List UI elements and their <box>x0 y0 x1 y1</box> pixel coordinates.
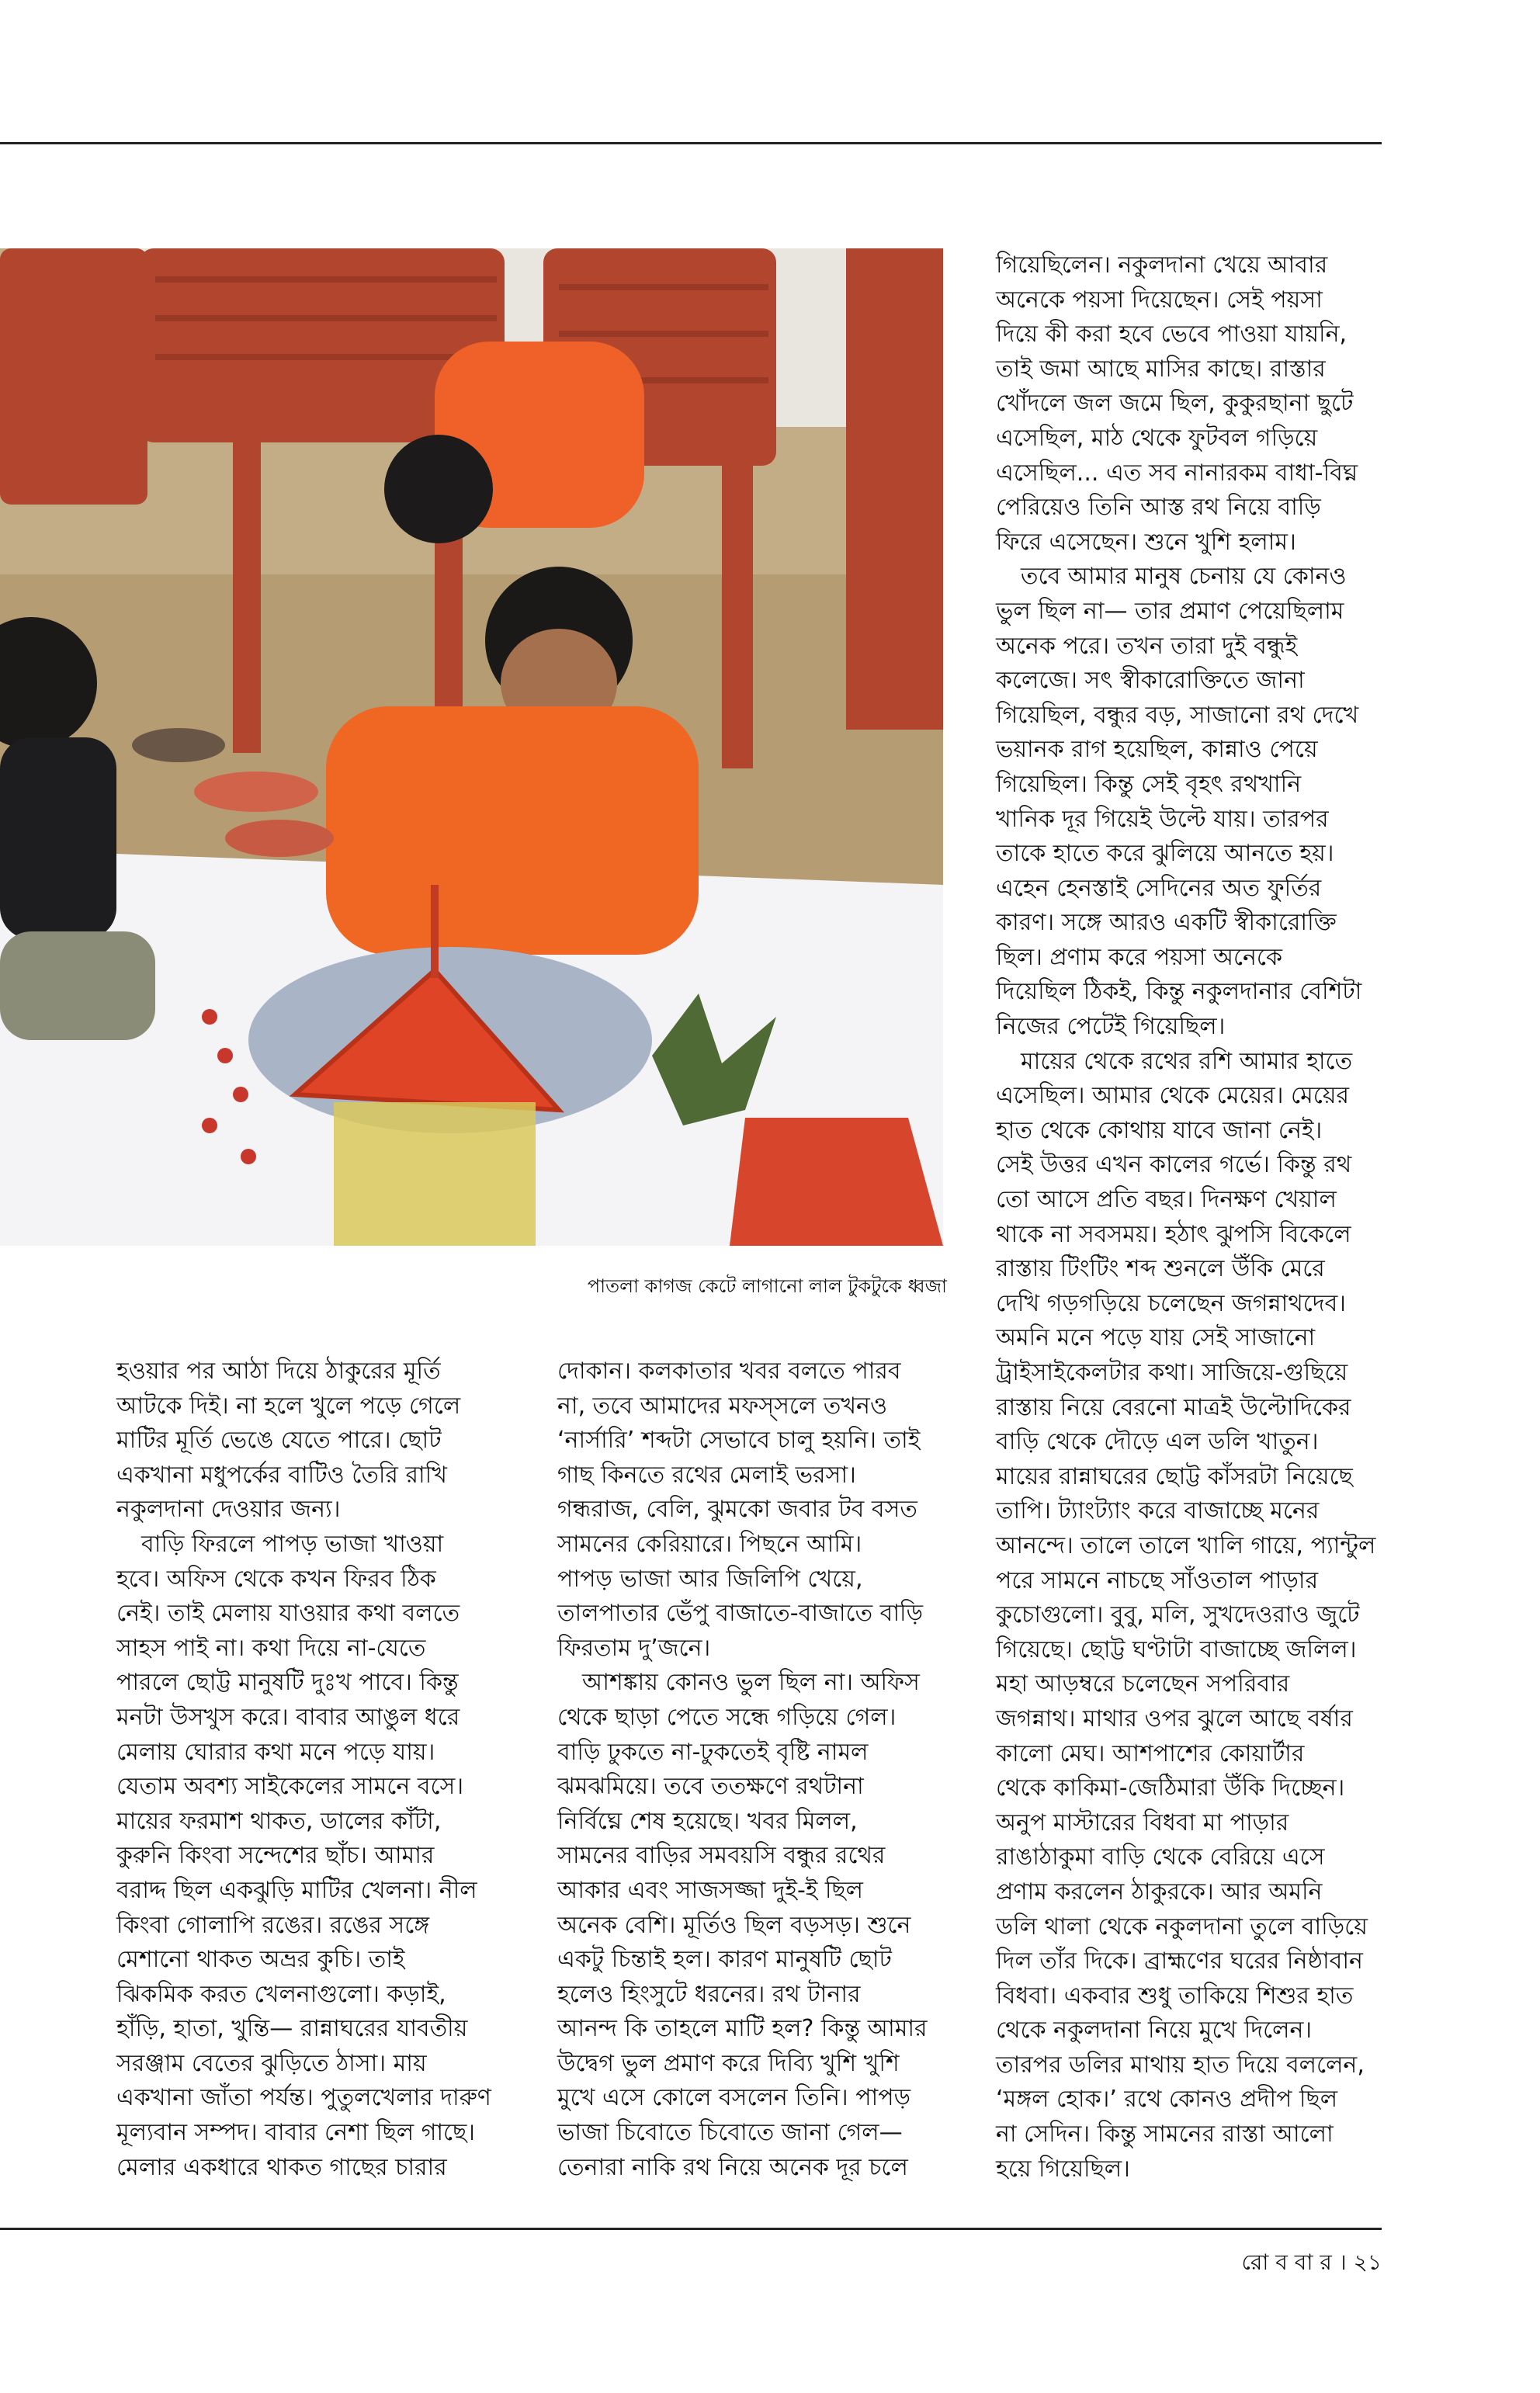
text-line: তালপাতার ভেঁপু বাজাতে-বাজাতে বাড়ি <box>557 1600 924 1628</box>
text-line: তবে আমার মানুষ চেনায় যে কোনও <box>1021 563 1347 591</box>
text-line: থাকে না সবসময়। হঠাৎ ঝুপসি বিকেলে <box>996 1220 1351 1248</box>
article-column-left <box>116 1354 512 2185</box>
text-line: ভয়ানক রাগ হয়েছিল, কান্নাও পেয়ে <box>996 736 1318 764</box>
text-line: তাকে হাতে করে ঝুলিয়ে আনতে হয়। <box>996 840 1334 868</box>
text-line: এসেছিল, মাঠ থেকে ফুটবল গড়িয়ে <box>996 424 1318 452</box>
text-line: অনুপ মাস্টারের বিধবা মা পাড়ার <box>996 1809 1289 1836</box>
text-line: মায়ের ফরমাশ থাকত, ডালের কাঁটা, <box>116 1807 442 1835</box>
text-line: মূল্যবান সম্পদ। বাবার নেশা ছিল গাছে। <box>116 2119 476 2147</box>
text-line: গিয়েছিলেন। নকুলদানা খেয়ে আবার <box>996 251 1328 279</box>
text-line: নকুলদানা দেওয়ার জন্য। <box>116 1496 341 1524</box>
text-line: হবে। অফিস থেকে কখন ফিরব ঠিক <box>116 1565 436 1593</box>
bottom-rule <box>0 2228 1382 2230</box>
text-line: দেখি গড়গড়িয়ে চলেছেন জগন্নাথদেব। <box>996 1289 1347 1317</box>
text-line: দিল তাঁর দিকে। ব্রাহ্মণের ঘরের নিষ্ঠাবান <box>996 1947 1363 1975</box>
text-line: ফিরতাম দু’জনে। <box>557 1634 711 1662</box>
text-line: ঝমঝমিয়ে। তবে ততক্ষণে রথটানা <box>557 1773 864 1801</box>
text-line: খানিক দূর গিয়েই উল্টে যায়। তারপর <box>996 805 1329 833</box>
text-line: মায়ের রান্নাঘরের ছোট্ট কাঁসরটা নিয়েছে <box>996 1462 1353 1490</box>
text-line: মেশানো থাকত অভ্রর কুচি। তাই <box>116 1946 405 1974</box>
text-line: কুচোগুলো। বুবু, মলি, সুখদেওরাও জুটে <box>996 1601 1360 1629</box>
text-line: মুখে এসে কোলে বসলেন তিনি। পাপড় <box>557 2084 911 2112</box>
text-line: পারলে ছোট্ট মানুষটি দুঃখ পাবে। কিন্তু <box>116 1669 459 1697</box>
text-line: পরে সামনে নাচছে সাঁওতাল পাড়ার <box>996 1566 1319 1594</box>
text-line: সেই উত্তর এখন কালের গর্ভে। কিন্তু রথ <box>996 1151 1352 1179</box>
text-line: থেকে ছাড়া পেতে সন্ধে গড়িয়ে গেল। <box>557 1703 897 1731</box>
text-line: তাপি। ট্যাংট্যাং করে বাজাচ্ছে মনের <box>996 1497 1320 1525</box>
text-line: বাড়ি ঢুকতে না-ঢুকতেই বৃষ্টি নামল <box>557 1738 869 1766</box>
text-line: ফিরে এসেছেন। শুনে খুশি হলাম। <box>996 528 1296 556</box>
text-line: হাত থেকে কোথায় যাবে জানা নেই। <box>996 1116 1323 1144</box>
text-line: গিয়েছিল, বন্ধুর বড়, সাজানো রথ দেখে <box>996 701 1359 729</box>
text-line: একখানা মধুপর্কের বাটিও তৈরি রাখি <box>116 1461 447 1489</box>
photo-illustration <box>0 248 943 1246</box>
text-line: প্রণাম করলেন ঠাকুরকে। আর অমনি <box>996 1878 1323 1906</box>
text-line: নিজের পেটেই গিয়েছিল। <box>996 1013 1226 1041</box>
text-line: মনটা উসখুস করে। বাবার আঙুল ধরে <box>116 1703 460 1731</box>
text-line: রাস্তায় টিংটিং শব্দ শুনলে উঁকি মেরে <box>996 1255 1325 1283</box>
text-line: ‘নার্সারি’ শব্দটা সেভাবে চালু হয়নি। তাই <box>557 1427 921 1455</box>
text-line: মহা আড়ম্বরে চলেছেন সপরিবার <box>996 1670 1290 1698</box>
text-line: সরঞ্জাম বেতের ঝুড়িতে ঠাসা। মায় <box>116 2049 427 2077</box>
text-line: দোকান। কলকাতার খবর বলতে পারব <box>557 1358 901 1385</box>
article-column-right <box>996 248 1384 2187</box>
text-line: অমনি মনে পড়ে যায় সেই সাজানো <box>996 1324 1316 1352</box>
text-line: গন্ধরাজ, বেলি, ঝুমকো জবার টব বসত <box>557 1496 917 1524</box>
text-line: তেনারা নাকি রথ নিয়ে অনেক দূর চলে <box>557 2153 908 2181</box>
text-line: হাঁড়ি, হাতা, খুন্তি— রান্নাঘরের যাবতীয় <box>116 2015 468 2043</box>
text-line: বাড়ি ফিরলে পাপড় ভাজা খাওয়া <box>141 1530 444 1558</box>
text-line: উদ্বেগ ভুল প্রমাণ করে দিব্যি খুশি খুশি <box>557 2049 900 2077</box>
text-line: গাছ কিনতে রথের মেলাই ভরসা। <box>557 1461 856 1489</box>
page-number: ২১ <box>1353 2249 1382 2275</box>
text-line: আনন্দে। তালে তালে খালি গায়ে, প্যান্টুল <box>996 1531 1376 1559</box>
text-line: বরাদ্দ ছিল একঝুড়ি মাটির খেলনা। নীল <box>116 1876 477 1904</box>
text-line: থেকে কাকিমা-জেঠিমারা উঁকি দিচ্ছেন। <box>996 1774 1345 1802</box>
text-line: হওয়ার পর আঠা দিয়ে ঠাকুরের মূর্তি <box>116 1358 441 1385</box>
text-line: নির্বিঘ্নে শেষ হয়েছে। খবর মিলল, <box>557 1807 858 1835</box>
text-line: না সেদিন। কিন্তু সামনের রাস্তা আলো <box>996 2121 1334 2148</box>
page-footer <box>1211 2247 1382 2278</box>
text-line: আনন্দ কি তাহলে মাটি হল? কিন্তু আমার <box>557 2015 928 2043</box>
text-line: সামনের বাড়ির সমবয়সি বন্ধুর রথের <box>557 1842 886 1870</box>
text-line: ছিল। প্রণাম করে পয়সা অনেকে <box>996 943 1282 971</box>
text-line: মাটির মূর্তি ভেঙে যেতে পারে। ছোট <box>116 1427 442 1455</box>
top-rule <box>0 142 1382 144</box>
text-line: ‘মঙ্গল হোক।’ রথে কোনও প্রদীপ ছিল <box>996 2086 1338 2114</box>
text-line: মায়ের থেকে রথের রশি আমার হাতে <box>1021 1047 1353 1075</box>
text-line: বিধবা। একবার শুধু তাকিয়ে শিশুর হাত <box>996 1982 1354 2010</box>
text-line: কুরুনি কিংবা সন্দেশের ছাঁচ। আমার <box>116 1842 435 1870</box>
text-line: ভাজা চিবোতে চিবোতে জানা গেল— <box>557 2119 903 2147</box>
text-line: ভুল ছিল না— তার প্রমাণ পেয়েছিলাম <box>996 597 1344 625</box>
text-line: দিয়েছিল ঠিকই, কিন্তু নকুলদানার বেশিটা <box>996 978 1362 1006</box>
article-photo <box>0 248 943 1246</box>
text-line: মেলায় ঘোরার কথা মনে পড়ে যায়। <box>116 1738 435 1766</box>
text-line: পাপড় ভাজা আর জিলিপি খেয়ে, <box>557 1565 863 1593</box>
text-line: জগন্নাথ। মাথার ওপর ঝুলে আছে বর্ষার <box>996 1705 1353 1732</box>
text-line: একখানা জাঁতা পর্যন্ত। পুতুলখেলার দারুণ <box>116 2084 491 2112</box>
text-line: না, তবে আমাদের মফস্‌সলে তখনও <box>557 1392 888 1420</box>
text-line: আটকে দিই। না হলে খুলে পড়ে গেলে <box>116 1392 461 1420</box>
text-line: ঝিকমিক করত খেলনাগুলো। কড়াই, <box>116 1980 446 2008</box>
text-line: মেলার একধারে থাকত গাছের চারার <box>116 2153 447 2181</box>
footer-separator: । <box>1338 2249 1347 2275</box>
text-line: নেই। তাই মেলায় যাওয়ার কথা বলতে <box>116 1600 460 1628</box>
text-line: অনেক পরে। তখন তারা দুই বন্ধুই <box>996 632 1298 660</box>
text-line: সাহস পাই না। কথা দিয়ে না-যেতে <box>116 1634 426 1662</box>
text-line: তাই জমা আছে মাসির কাছে। রাস্তার <box>996 355 1326 383</box>
text-line: থেকে নকুলদানা নিয়ে মুখে দিলেন। <box>996 2017 1313 2044</box>
text-line: যেতাম অবশ্য সাইকেলের সামনে বসে। <box>116 1773 464 1801</box>
text-line: আশঙ্কায় কোনও ভুল ছিল না। অফিস <box>582 1669 920 1697</box>
text-line: অনেক বেশি। মূর্তিও ছিল বড়সড়। শুনে <box>557 1911 911 1939</box>
text-line: এসেছিল... এত সব নানারকম বাধা-বিঘ্ন <box>996 459 1358 487</box>
text-line: সামনের কেরিয়ারে। পিছনে আমি। <box>557 1530 862 1558</box>
text-line: বাড়ি থেকে দৌড়ে এল ডলি খাতুন। <box>996 1428 1319 1456</box>
text-line: আকার এবং সাজসজ্জা দুই-ই ছিল <box>557 1876 864 1904</box>
text-line: তারপর ডলির মাথায় হাত দিয়ে বললেন, <box>996 2051 1365 2079</box>
text-line: একটু চিন্তাই হল। কারণ মানুষটি ছোট <box>557 1946 892 1974</box>
text-line: কালো মেঘ। আশপাশের কোয়ার্টার <box>996 1739 1305 1767</box>
text-line: কিংবা গোলাপি রঙের। রঙের সঙ্গে <box>116 1911 430 1939</box>
text-line: ডলি থালা থেকে নকুলদানা তুলে বাড়িয়ে <box>996 1913 1368 1940</box>
text-line: ট্রাইসাইকেলটার কথা। সাজিয়ে-গুছিয়ে <box>996 1359 1348 1386</box>
photo-caption: পাতলা কাগজ কেটে লাগানো লাল টুকটুকে ধ্বজা <box>587 1275 947 1297</box>
text-line: হয়ে গিয়েছিল। <box>996 2155 1130 2183</box>
text-line: হলেও হিংসুটে ধরনের। রথ টানার <box>557 1980 861 2008</box>
text-line: কলেজে। সৎ স্বীকারোক্তিতে জানা <box>996 667 1305 695</box>
text-line: দিয়ে কী করা হবে ভেবে পাওয়া যায়নি, <box>996 321 1348 349</box>
text-line: এসেছিল। আমার থেকে মেয়ের। মেয়ের <box>996 1082 1350 1110</box>
text-line: অনেকে পয়সা দিয়েছেন। সেই পয়সা <box>996 286 1323 314</box>
text-line: তো আসে প্রতি বছর। দিনক্ষণ খেয়াল <box>996 1186 1337 1214</box>
text-line: পেরিয়েও তিনি আস্ত রথ নিয়ে বাড়ি <box>996 494 1321 522</box>
text-line: গিয়েছে। ছোট্ট ঘণ্টাটা বাজাচ্ছে জলিল। <box>996 1635 1357 1663</box>
text-line: রাঙাঠাকুমা বাড়ি থেকে বেরিয়ে এসে <box>996 1843 1325 1871</box>
article-column-middle <box>557 1354 957 2185</box>
text-line: গিয়েছিল। কিন্তু সেই বৃহৎ রথখানি <box>996 770 1302 798</box>
text-line: রাস্তায় নিয়ে বেরনো মাত্রই উল্টোদিকের <box>996 1393 1351 1421</box>
text-line: কারণ। সঙ্গে আরও একটি স্বীকারোক্তি <box>996 909 1337 937</box>
text-line: এহেন হেনস্তাই সেদিনের অত ফুর্তির <box>996 874 1322 902</box>
text-line: খোঁদলে জল জমে ছিল, কুকুরছানা ছুটে <box>996 390 1354 418</box>
magazine-name: রো ব বা র <box>1241 2249 1332 2275</box>
